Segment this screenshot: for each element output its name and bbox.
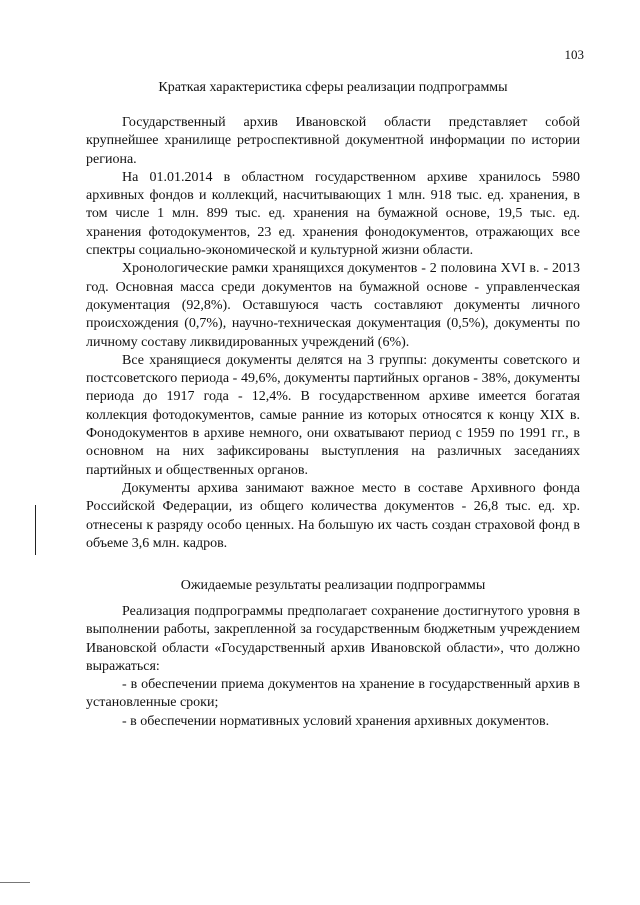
- paragraph: Хронологические рамки хранящихся документов - 2 половина XVI в. - 2013 год. Основная масса среди документов на бумажной основе - управленческая документация (92,8%). Оставшуюся часть составляют документы личного происхождения (0,7%), научно-техническая документация (0,5%), документы по личному составу ликвидированных учреждений (6%).: [86, 261, 580, 350]
- section-title-characteristics: Краткая характеристика сферы реализации подпрограммы: [158, 80, 508, 95]
- paragraph: Государственный архив Ивановской области представляет собой крупнейшее хранилище ретроспективной документной информации по истории региона.: [86, 115, 580, 167]
- list-item: - в обеспечении приема документов на хранение в государственный архив в установленные сроки;: [86, 677, 580, 711]
- paragraph: Реализация подпрограммы предполагает сохранение достигнутого уровня в выполнении работы, закрепленной за государственным бюджетным учреждением Ивановской области «Государственный архив Ивановской области», что должно выражаться:: [86, 604, 580, 674]
- list-item: - в обеспечении нормативных условий хранения архивных документов.: [122, 713, 550, 729]
- section-body-characteristics: [86, 114, 580, 553]
- footer-mark: [0, 882, 30, 883]
- paragraph: Документы архива занимают важное место в составе Архивного фонда Российской Федерации, из общего количества документов - 26,8 тыс. ед. хр. отнесены к разряду особо ценных. На большую их часть создан страховой фонд в объеме 3,6 млн. кадров.: [86, 480, 580, 551]
- margin-mark: [35, 505, 36, 555]
- paragraph: На 01.01.2014 в областном государственном архиве хранилось 5980 архивных фондов и коллекций, насчитывающих 1 млн. 918 тыс. ед. хранения, в том числе 1 млн. 899 тыс. ед. хранения на бумажной основе, 19,5 тыс. ед. хранения фотодокументов, 23 ед. хранения фонодокументов, отражающих все спектры социально-экономической и культурной жизни области.: [86, 169, 580, 259]
- page-number: 103: [564, 47, 584, 62]
- section-body-expected-results: [86, 603, 580, 731]
- section-title-expected-results: Ожидаемые результаты реализации подпрограммы: [180, 578, 486, 593]
- paragraph: Все хранящиеся документы делятся на 3 группы: документы советского и постсоветского периода - 49,6%, документы партийных органов - 38%, документы периода до 1917 года - 12,4%. В государственном архиве имеется богатая коллекция фотодокументов, самые ранние из которых относятся к концу XIX в. Фонодокументов в архиве немного, они охватывают период с 1959 по 1991 гг., в основном на них зафиксированы выступления на различных заседаниях партийных и общественных органов.: [86, 352, 580, 478]
